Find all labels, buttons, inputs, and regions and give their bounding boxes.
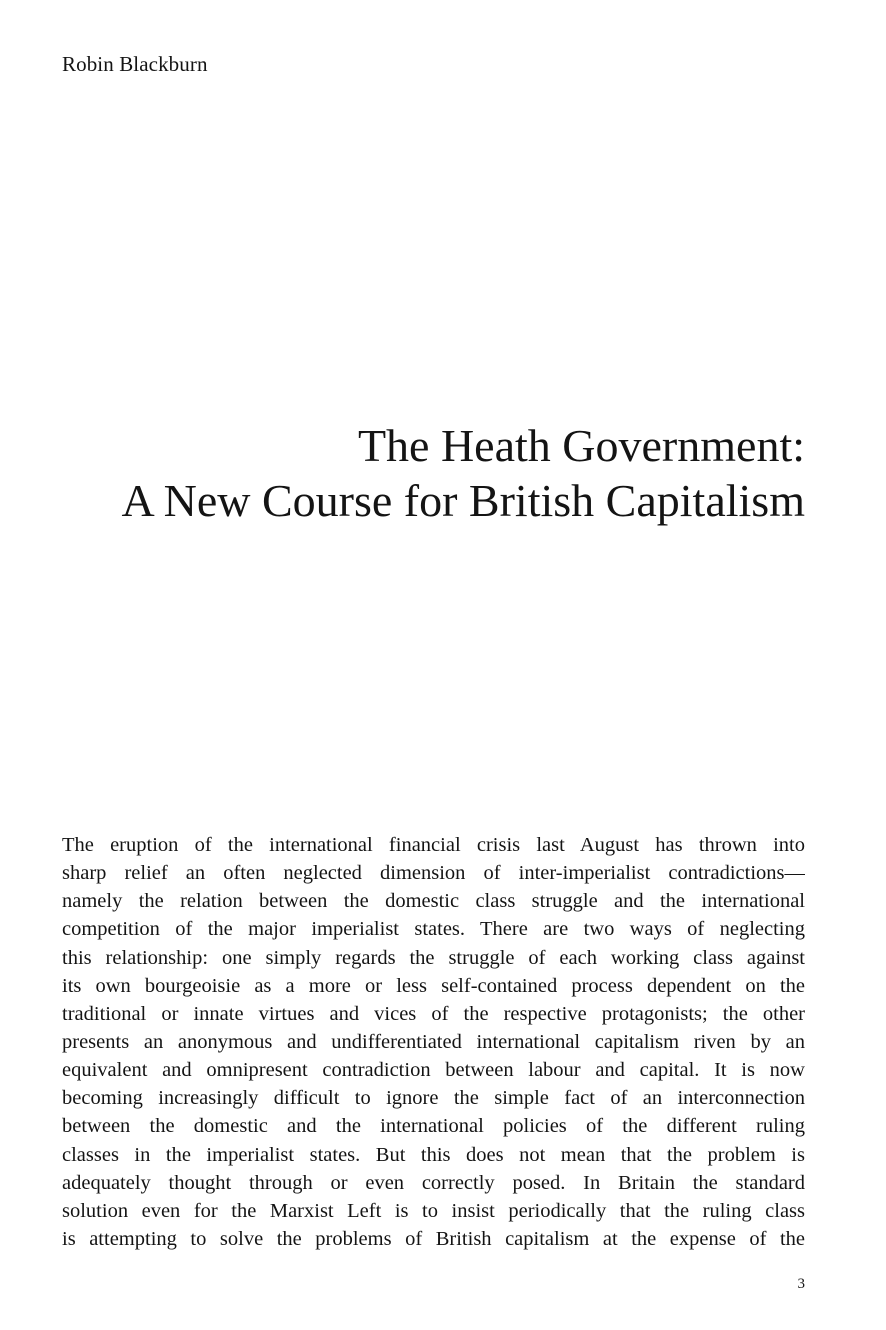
article-title: [62, 418, 805, 528]
body-line: adequately thought through or even correctly posed. In Britain the standard: [62, 1171, 805, 1194]
body-line: traditional or innate virtues and vices of the respective protagonists; the other: [62, 1002, 805, 1025]
body-line: sharp relief an often neglected dimension of inter-imperialist contradictions—: [62, 862, 805, 885]
body-line: classes in the imperialist states. But this does not mean that the problem is: [62, 1143, 805, 1166]
body-line: The eruption of the international financial crisis last August has thrown into: [62, 834, 805, 856]
body-line: competition of the major imperialist states. There are two ways of neglecting: [62, 918, 805, 941]
title-line-2: A New Course for British Capitalism: [121, 475, 805, 526]
body-line: presents an anonymous and undifferentiated international capitalism riven by an: [62, 1030, 805, 1053]
body-line: solution even for the Marxist Left is to insist periodically that the ruling class: [62, 1199, 805, 1222]
article-body: [62, 831, 805, 1253]
author-name: Robin Blackburn: [62, 52, 208, 76]
body-line: between the domestic and the international policies of the different ruling: [62, 1115, 805, 1138]
body-line: this relationship: one simply regards the struggle of each working class against: [62, 946, 805, 969]
body-line: equivalent and omnipresent contradiction between labour and capital. It is now: [62, 1059, 805, 1082]
body-line: namely the relation between the domestic class struggle and the international: [62, 890, 805, 913]
title-line-1: The Heath Government:: [357, 420, 805, 471]
page-number: 3: [797, 1276, 805, 1292]
body-line: its own bourgeoisie as a more or less self-contained process dependent on the: [62, 974, 805, 997]
body-line: is attempting to solve the problems of British capitalism at the expense of the: [62, 1227, 805, 1250]
body-line: becoming increasingly difficult to ignore the simple fact of an interconnection: [62, 1087, 805, 1110]
